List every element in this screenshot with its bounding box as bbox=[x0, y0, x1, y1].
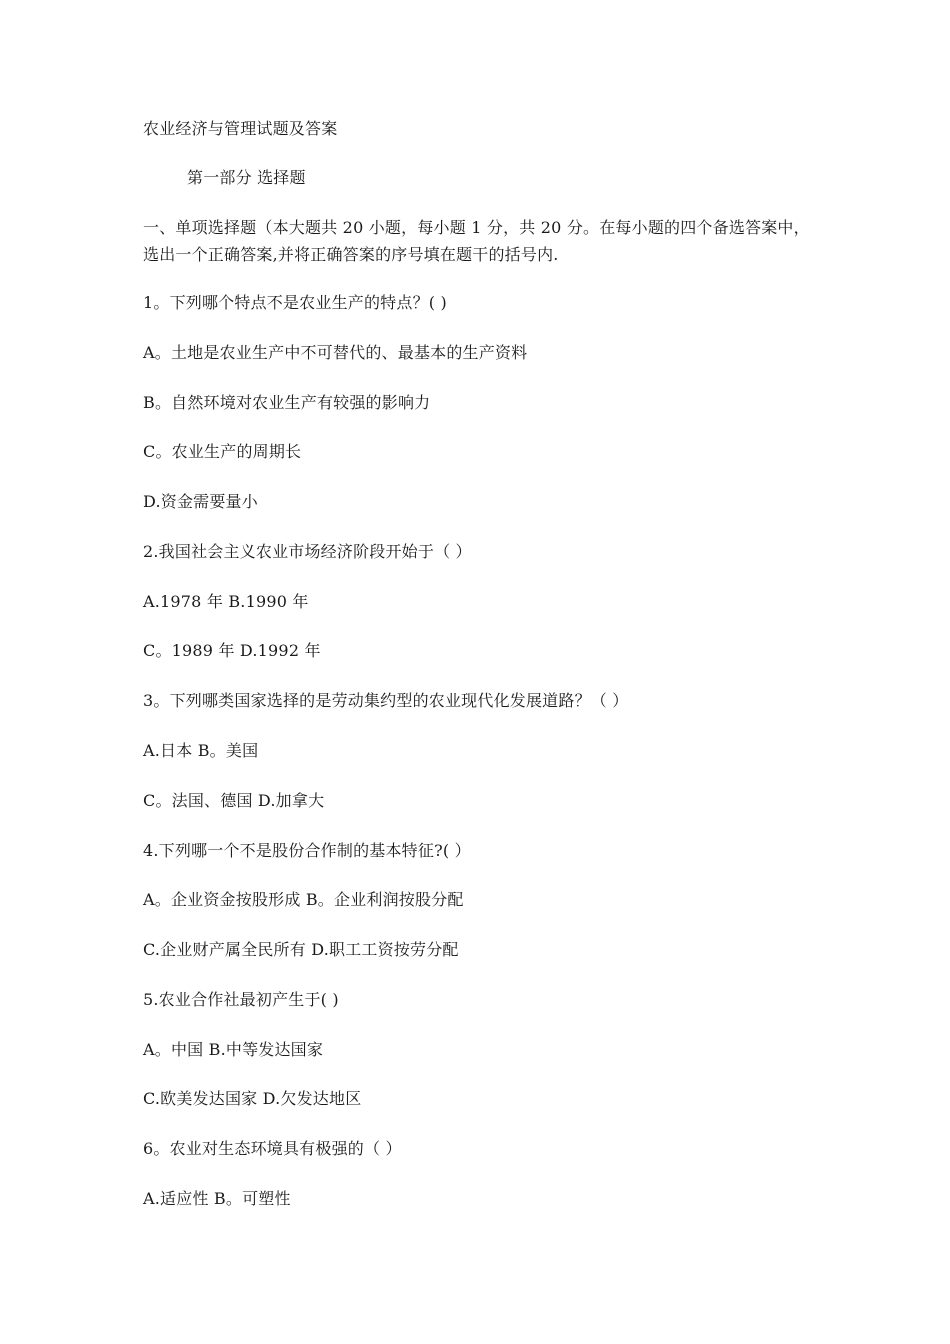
q6-options-ab: A.适应性 B。可塑性 bbox=[143, 1189, 291, 1208]
instructions-line-1: 一、单项选择题（本大题共 20 小题，每小题 1 分，共 20 分。在每小题的四个备选答案中， bbox=[143, 218, 810, 237]
q5-options-cd: C.欧美发达国家 D.欠发达地区 bbox=[143, 1089, 362, 1108]
document-title: 农业经济与管理试题及答案 bbox=[143, 119, 338, 138]
q1-option-a: A。土地是农业生产中不可替代的、最基本的生产资料 bbox=[143, 343, 528, 362]
question-2: 2.我国社会主义农业市场经济阶段开始于（ ） bbox=[143, 542, 472, 561]
instructions-line-2: 选出一个正确答案,并将正确答案的序号填在题干的括号内. bbox=[143, 245, 559, 264]
q3-options-ab: A.日本 B。美国 bbox=[143, 741, 259, 760]
question-6: 6。农业对生态环境具有极强的（ ） bbox=[143, 1139, 402, 1158]
question-4: 4.下列哪一个不是股份合作制的基本特征?( ） bbox=[143, 841, 471, 860]
q1-option-d: D.资金需要量小 bbox=[143, 492, 258, 511]
question-5: 5.农业合作社最初产生于( ) bbox=[143, 990, 339, 1009]
section-heading: 第一部分 选择题 bbox=[187, 168, 306, 187]
q1-option-c: C。农业生产的周期长 bbox=[143, 442, 302, 461]
q3-options-cd: C。法国、德国 D.加拿大 bbox=[143, 791, 325, 810]
q4-options-ab: A。企业资金按股形成 B。企业利润按股分配 bbox=[143, 890, 464, 909]
question-3: 3。下列哪类国家选择的是劳动集约型的农业现代化发展道路？（ ） bbox=[143, 691, 629, 710]
q1-option-b: B。自然环境对农业生产有较强的影响力 bbox=[143, 393, 431, 412]
q5-options-ab: A。中国 B.中等发达国家 bbox=[143, 1040, 324, 1059]
q2-options-cd: C。1989 年 D.1992 年 bbox=[143, 641, 321, 660]
q4-options-cd: C.企业财产属全民所有 D.职工工资按劳分配 bbox=[143, 940, 459, 959]
q2-options-ab: A.1978 年 B.1990 年 bbox=[143, 592, 309, 611]
question-1: 1。下列哪个特点不是农业生产的特点？( ) bbox=[143, 293, 447, 312]
